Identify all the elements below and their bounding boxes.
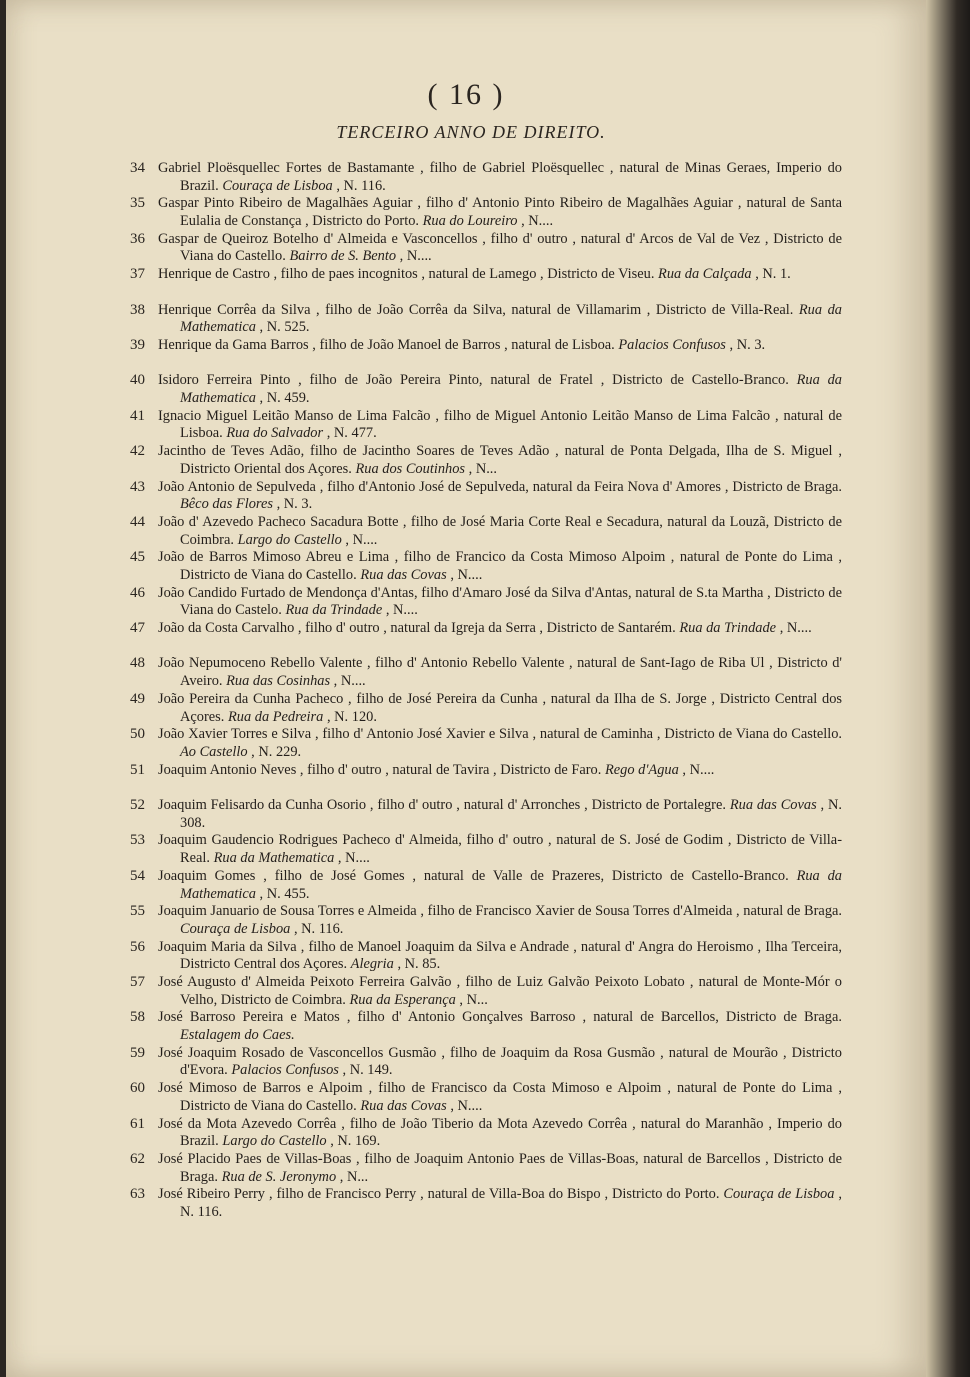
entry-house-number: , N. 3. [276,496,313,513]
entry-text [158,1151,842,1186]
entry-text [158,195,842,230]
page-number: ( 16 ) [427,78,505,111]
entry-address: Rua das Covas [729,797,817,814]
entry-description: Gaspar Pinto Ribeiro de Magalhães Aguiar , filho d' Antonio Pinto Ribeiro de Magalhães Aguiar , natural de Santa Eulalia de Constança , Districto do Porto. [158,195,842,230]
list-item [6,372,926,407]
entry-house-number: , N. 116. [336,177,386,194]
entry-number: 52 [130,797,145,814]
entry-house-number: , N.... [345,531,378,548]
entry-description: Gabriel Ploësquellec Fortes de Bastamante , filho de Gabriel Ploësquellec , natural de Minas Geraes, Imperio do Brazil. [158,160,842,194]
entry-text [158,160,842,195]
entry-number: 49 [130,690,145,707]
list-item [6,903,926,938]
entry-number: 44 [130,513,145,530]
entry-house-number: , N.... [399,248,432,265]
entry-address: Couraça de Lisboa [222,177,333,194]
list-item [6,655,926,690]
entry-number: 43 [130,478,145,495]
entry-address: Rua do Loureiro [422,213,518,230]
entry-text [158,549,842,584]
list-item [6,266,926,301]
entry-address: Rua de S. Jeronymo [221,1168,337,1185]
entry-description: Joaquim Gomes , filho de José Gomes , natural de Valle de Prazeres, Districto de Castello-Branco. [158,867,789,884]
entry-house-number: , N. 169. [330,1133,381,1150]
list-item [6,797,926,832]
entry-house-number: , N. 1. [755,266,791,283]
entry-description: Gaspar de Queiroz Botelho d' Almeida e Vasconcellos , filho d' outro , natural d' Arcos de Val de Vez , Districto de Viana do Castello. [158,230,842,265]
entry-address: Rua da Esperança [349,991,456,1008]
entry-description: João de Barros Mimoso Abreu e Lima , filho de Francico da Costa Mimoso Alpoim , natural de Ponte do Lima , Districto de Viana do Castello. [158,549,842,583]
entry-address: Palacios Confusos [231,1062,339,1079]
section-title: TERCEIRO ANNO DE DIREITO. [336,122,606,142]
entry-house-number: , N.... [682,761,715,778]
entry-description: Isidoro Ferreira Pinto , filho de João Pereira Pinto, natural de Fratel , Districto de Castello-Branco. [158,372,789,389]
list-item [6,939,926,974]
entry-address: Largo do Castello [237,531,342,548]
list-item [6,762,926,797]
entry-text [158,691,842,726]
entry-number: 37 [130,266,145,283]
list-item [6,868,926,903]
entry-address: Couraça de Lisboa [180,920,291,937]
entry-number: 42 [130,443,145,460]
entry-house-number: , N... [468,460,498,477]
entry-number: 47 [130,620,145,637]
entry-house-number: , N... [459,991,488,1008]
entry-number: 54 [130,867,145,884]
entry-text [158,903,842,938]
list-item [6,443,926,478]
entry-number: 63 [130,1186,145,1203]
entry-description: João da Costa Carvalho , filho d' outro , natural da Igreja da Serra , Districto de Santarém. [158,620,676,637]
entry-number: 53 [130,832,145,849]
entry-text [158,620,842,638]
entry-house-number: , N.... [450,567,483,583]
entry-address: Rua das Covas [360,567,447,583]
entry-house-number: , N. 116. [293,920,344,937]
entry-house-number: , N... [339,1168,369,1185]
entry-house-number: , N. 229. [251,743,302,760]
entry-text [158,337,842,355]
list-item [6,1186,926,1221]
entry-description: Joaquim Antonio Neves , filho d' outro , natural de Tavira , Districto de Faro. [158,761,602,778]
list-item [6,1116,926,1151]
entry-address: Alegria [350,956,394,973]
entry-text [158,1080,842,1115]
list-item [6,160,926,195]
entry-house-number: , N.... [385,602,418,619]
entry-number: 38 [130,301,145,318]
list-item [6,514,926,549]
entry-address: Bairro de S. Bento [289,248,397,265]
list-item [6,1045,926,1080]
entry-description: José Augusto d' Almeida Peixoto Ferreira Galvão , filho de Luiz Galvão Peixoto Lobato , natural de Monte-Mór o Velho, Districto de Coimbra. [158,973,842,1008]
list-item [6,832,926,867]
entry-house-number: , N. 308. [180,797,842,831]
entry-address: Rua da Mathematica [213,850,335,867]
entry-description: José Placido Paes de Villas-Boas , filho de Joaquim Antonio Paes de Villas-Boas, natural de Barcellos , Districto de Braga. [158,1150,842,1185]
entry-house-number: , N. 120. [326,708,377,725]
list-item [6,620,926,655]
entry-number: 56 [130,938,145,955]
entry-house-number: , N.... [521,213,554,230]
entry-address: Rua das Cosinhas [226,673,331,690]
entry-address: Rua da Pedreira [227,708,324,725]
entry-number: 34 [130,160,145,176]
entry-address: Rua da Mathematica [180,867,842,902]
entry-description: Joaquim Gaudencio Rodrigues Pacheco d' Almeida, filho d' outro , natural de S. José de Godim , Districto de Villa-Real. [158,832,842,867]
entry-number: 62 [130,1150,145,1167]
entry-description: João Nepumoceno Rebello Valente , filho d' Antonio Rebello Valente , natural de Sant-Iago de Riba Ul , Districto d' Aveiro. [158,655,842,690]
entry-number: 58 [130,1009,145,1026]
entry-address: Ao Castello [180,743,248,760]
entry-number: 48 [130,655,145,672]
entry-house-number: , N. 477. [326,425,377,442]
entry-number: 60 [130,1080,145,1097]
entry-house-number: , N.... [337,850,370,867]
entry-number: 59 [130,1044,145,1061]
entry-text [158,726,842,761]
list-item [6,1080,926,1115]
entry-number: 36 [130,230,145,247]
entry-house-number: , N. 459. [259,390,310,407]
entry-description: Henrique da Gama Barros , filho de João Manoel de Barros , natural de Lisboa. [158,336,615,353]
entry-text [158,1009,842,1044]
entry-house-number: , N. 149. [342,1062,393,1079]
entry-text [158,408,842,443]
list-item [6,195,926,230]
entry-text [158,974,842,1009]
entry-text [158,939,842,974]
entry-number: 57 [130,973,145,990]
entry-address: Rego d'Agua [604,761,679,778]
entry-description: Joaquim Januario de Sousa Torres e Almeida , filho de Francisco Xavier de Sousa Torres d'Almeida , natural de Braga. [158,903,842,920]
list-item [6,974,926,1009]
list-item [6,726,926,761]
student-list [6,160,926,1222]
entry-address: Rua da Trindade [679,620,777,637]
entry-description: João d' Azevedo Pacheco Sacadura Botte , filho de José Maria Corte Real e Secadura, natural da Louzã, Districto de Coimbra. [158,513,842,548]
entry-text [158,231,842,266]
list-item [6,1009,926,1044]
entry-address: Rua das Covas [360,1097,447,1114]
entry-number: 41 [130,407,145,424]
entry-description: Henrique Corrêa da Silva , filho de João Corrêa da Silva, natural de Villamarim , Districto de Villa-Real. [158,301,794,318]
entry-number: 61 [130,1115,145,1132]
entry-text [158,372,842,407]
entry-house-number: , N.... [779,620,812,637]
entry-number: 51 [130,761,145,778]
list-item [6,1151,926,1186]
entry-number: 46 [130,584,145,601]
entry-description: Henrique de Castro , filho de paes incognitos , natural de Lamego , Districto de Viseu. [158,266,655,283]
entry-address: Estalagem do Caes. [180,1027,295,1044]
entry-text [158,868,842,903]
entry-address: Rua dos Coutinhos [355,460,466,477]
entry-text [158,1186,842,1221]
list-item [6,479,926,514]
entry-text [158,832,842,867]
entry-description: Ignacio Miguel Leitão Manso de Lima Falcão , filho de Miguel Antonio Leitão Manso de Lima Falcão , natural de Lisboa. [158,407,842,442]
entry-number: 39 [130,336,145,353]
entry-text [158,443,842,478]
entry-text [158,479,842,514]
entry-house-number: , N. 525. [259,319,310,336]
entry-description: José Joaquim Rosado de Vasconcellos Gusmão , filho de Joaquim da Rosa Gusmão , natural de Mourão , Districto d'Evora. [158,1044,842,1079]
entry-house-number: , N. 116. [180,1186,842,1221]
entry-text [158,302,842,337]
entry-house-number: , N. 455. [259,885,310,902]
entry-description: Joaquim Felisardo da Cunha Osorio , filho d' outro , natural d' Arronches , Districto de Portalegre. [158,797,726,814]
entry-description: José da Mota Azevedo Corrêa , filho de João Tiberio da Mota Azevedo Corrêa , natural do Maranhão , Imperio do Brazil. [158,1115,842,1150]
entry-description: João Xavier Torres e Silva , filho d' Antonio José Xavier e Silva , natural de Caminha , Districto de Viana do Castello. [158,726,842,743]
entry-number: 45 [130,549,145,566]
entry-text [158,655,842,690]
entry-house-number: , N.... [450,1097,483,1114]
entry-house-number: , N. 85. [397,956,441,973]
entry-text [158,797,842,832]
entry-number: 40 [130,372,145,389]
entry-description: João Pereira da Cunha Pacheco , filho de José Pereira da Cunha , natural da Ilha de S. Jorge , Districto Central dos Açores. [158,690,842,725]
entry-text [158,266,842,284]
entry-number: 35 [130,195,145,212]
entry-address: Rua do Salvador [226,425,324,442]
entry-description: José Barroso Pereira e Matos , filho d' Antonio Gonçalves Barroso , natural de Barcellos, Districto de Braga. [158,1009,842,1026]
entry-address: Bêco das Flores [180,496,273,513]
entry-description: Joaquim Maria da Silva , filho de Manoel Joaquim da Silva e Andrade , natural d' Angra do Heroismo , Ilha Terceira, Districto Central dos Açores. [158,938,842,973]
entry-address: Palacios Confusos [618,336,726,353]
list-item [6,302,926,337]
entry-description: João Antonio de Sepulveda , filho d'Antonio José de Sepulveda, natural da Feira Nova d' Amores , Districto de Braga. [158,478,842,495]
entry-text [158,1045,842,1080]
list-item [6,337,926,372]
list-item [6,231,926,266]
entry-address: Rua da Calçada [658,266,752,283]
book-page [6,0,926,1377]
entry-text [158,762,842,780]
entry-description: Jacintho de Teves Adão, filho de Jacintho Soares de Teves Adão , natural de Ponta Delgada, Ilha de S. Miguel , Districto Oriental dos Açores. [158,443,842,477]
entry-address: Couraça de Lisboa [723,1186,835,1203]
entry-house-number: , N. 3. [729,336,766,353]
list-item [6,691,926,726]
entry-house-number: , N.... [333,673,366,690]
entry-description: José Mimoso de Barros e Alpoim , filho de Francisco da Costa Mimoso e Alpoim , natural de Ponte do Lima , Districto de Viana do Castello. [158,1080,842,1114]
entry-address: Largo do Castello [222,1133,327,1150]
entry-number: 50 [130,726,145,743]
entry-address: Rua da Trindade [285,602,383,619]
entry-number: 55 [130,903,145,920]
entry-text [158,514,842,549]
entry-text [158,585,842,620]
entry-description: João Candido Furtado de Mendonça d'Antas, filho d'Amaro José da Silva d'Antas, natural de S.ta Martha , Districto de Viana do Castelo. [158,584,842,619]
entry-description: José Ribeiro Perry , filho de Francisco Perry , natural de Villa-Boa do Bispo , Districto do Porto. [158,1186,720,1203]
book-spine-shadow [926,0,970,1377]
entry-address: Rua da Mathematica [180,372,842,407]
list-item [6,408,926,443]
entry-address: Rua da Mathematica [180,301,842,336]
list-item [6,549,926,584]
entry-text [158,1116,842,1151]
list-item [6,585,926,620]
